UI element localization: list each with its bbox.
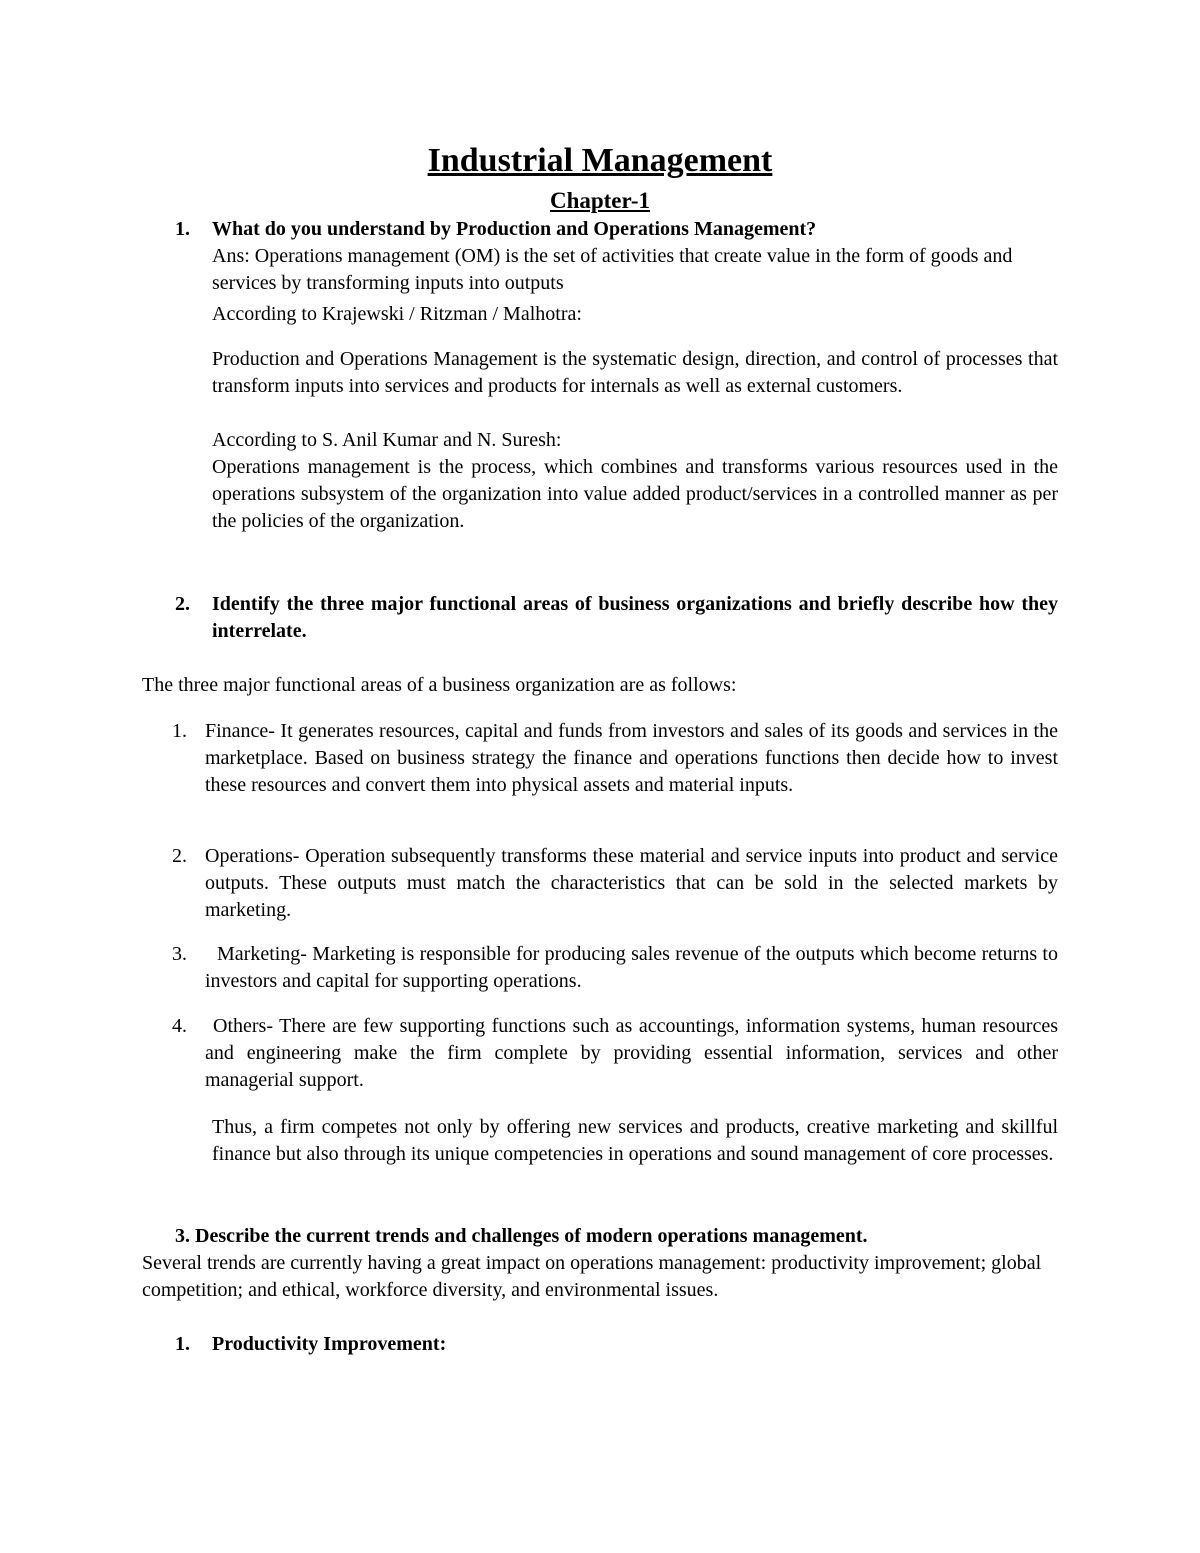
q2-intro: The three major functional areas of a business organization are as follows: [142, 674, 737, 696]
q1-question: What do you understand by Production and Operations Management? [212, 218, 817, 240]
q2-item-others: Others- There are few supporting functions such as accountings, information systems, human resources and engineering make the firm complete by providing essential information, services and other managerial support. [205, 1015, 1058, 1091]
q3-heading: 3. Describe the current trends and challenges of modern operations management. [175, 1225, 868, 1247]
chapter-heading: Chapter-1 [549, 188, 651, 213]
q3-subheading-number: 1. [175, 1333, 190, 1355]
q3-text: Several trends are currently having a great impact on operations management: productivity improvement; global competition; and ethical, workforce diversity, and environmental issues. [142, 1252, 1042, 1301]
q1-source-2: According to S. Anil Kumar and N. Suresh: [212, 429, 562, 451]
q2-item-number: 3. [172, 943, 187, 965]
q2-item-finance: Finance- It generates resources, capital and funds from investors and sales of its goods and services in the marketplace. Based on business strategy the finance and operations functions then decide how to invest these resources and convert them into physical assets and material inputs. [205, 720, 1058, 796]
q2-conclusion: Thus, a firm competes not only by offering new services and products, creative marketing and skillful finance but also through its unique competencies in operations and sound management of core processes. [212, 1116, 1058, 1165]
q3-subheading: Productivity Improvement: [212, 1333, 447, 1355]
q2-item-marketing: Marketing- Marketing is responsible for producing sales revenue of the outputs which become returns to investors and capital for supporting operations. [205, 943, 1058, 992]
q2-item-number: 4. [172, 1015, 187, 1037]
q1-definition-1: Production and Operations Management is the systematic design, direction, and control of processes that transform inputs into services and products for internals as well as external customers. [212, 348, 1058, 397]
q2-item-number: 1. [172, 720, 187, 742]
q2-item-operations: Operations- Operation subsequently transforms these material and service inputs into product and service outputs. These outputs must match the characteristics that can be sold in the selected markets by marketing. [205, 845, 1058, 921]
q2-item-number: 2. [172, 845, 187, 867]
page-title: Industrial Management [427, 142, 773, 179]
q2-question: Identify the three major functional areas of business organizations and briefly describe how they interrelate. [212, 593, 1058, 642]
q1-definition-2: Operations management is the process, which combines and transforms various resources used in the operations subsystem of the organization into value added product/services in a controlled manner as per the policies of the organization. [212, 456, 1058, 532]
q1-answer: Ans: Operations management (OM) is the set of activities that create value in the form of goods and services by transforming inputs into outputs [212, 245, 1013, 294]
q1-source-1: According to Krajewski / Ritzman / Malhotra: [212, 303, 582, 325]
q2-number: 2. [175, 593, 190, 615]
q1-number: 1. [175, 218, 190, 240]
